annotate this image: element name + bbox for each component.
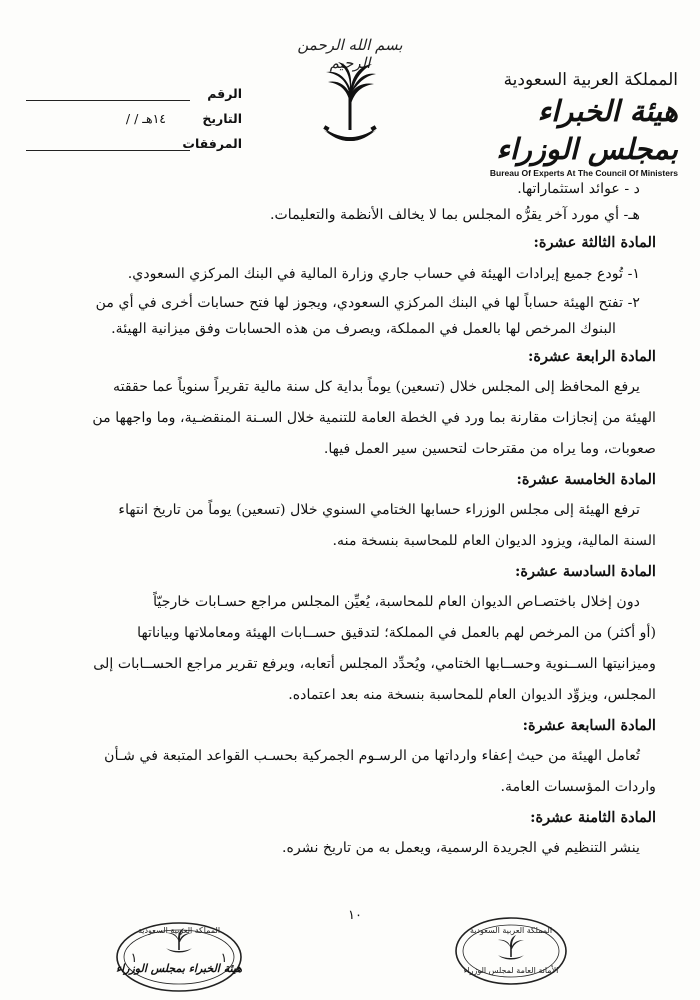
article-16-line-2: (أو أكثر) من المرخص لهم بالعمل في المملكة؛ لتدقيق حســابات الهيئة ومعاملاتها وبياناتها <box>137 625 656 641</box>
article-16-title: المادة السادسة عشرة: <box>514 563 656 580</box>
country-name: المملكة العربية السعودية <box>503 70 678 90</box>
article-15-title: المادة الخامسة عشرة: <box>516 471 656 488</box>
basmala: بسم الله الرحمن الرحيم <box>297 36 403 72</box>
number-row <box>22 76 242 101</box>
number-label: الرقم <box>207 86 242 101</box>
left-seal-number: ١ <box>130 951 138 966</box>
article-18-line-1: ينشر التنظيم في الجريدة الرسمية، ويعمل به من تاريخ نشره. <box>282 840 640 856</box>
palm-swords-emblem-icon <box>318 60 382 152</box>
organization-block <box>438 70 678 178</box>
organization-name-en: Bureau Of Experts At The Council Of Ministers <box>489 168 678 178</box>
left-seal-number-right: ١ <box>220 951 228 966</box>
article-13-clause-2-line-2: البنوك المرخص لها بالعمل في المملكة، ويصرف من هذه الحسابات وفق ميزانية الهيئة. <box>111 321 616 337</box>
page-number: ١٠ <box>348 908 362 923</box>
right-seal-bottom-text: الأمانة العامة لمجلس الوزراء <box>463 966 559 975</box>
article-14-title: المادة الرابعة عشرة: <box>527 348 656 365</box>
left-seal-name: هيئة الخبراء بمجلس الوزراء <box>115 962 243 975</box>
article-16-line-3: وميزانيتها الســنوية وحســابها الختامي، ويُحدِّد المجلس أتعابه، ويرفع تقرير مراجع الحســابات إلى <box>93 656 656 672</box>
attachments-row <box>22 126 242 151</box>
organization-name: هيئة الخبراء بمجلس الوزراء <box>496 94 678 166</box>
article-14-line-1: يرفع المحافظ إلى المجلس خلال (تسعين) يوماً بداية كل سنة مالية تقريراً سنوياً عما حققته <box>112 379 640 395</box>
reference-block <box>22 76 242 151</box>
bureau-seal-icon <box>114 920 244 994</box>
article-17-title: المادة السابعة عشرة: <box>522 717 656 734</box>
article-13-clause-2-line-1: ٢- تفتح الهيئة حساباً لها في البنك المركزي السعودي، ويجوز لها فتح حسابات أخرى في أي من <box>95 295 640 311</box>
article-14-line-2: الهيئة من إنجازات مقارنة بما ورد في الخطة العامة للتنمية خلال السـنة المنقضـية، وما واجهها من <box>92 410 656 426</box>
article-16-line-1: دون إخلال باختصـاص الديوان العام للمحاسبة، يُعيِّن المجلس مراجع حسـابات خارجيّاً <box>153 594 640 610</box>
attachments-line <box>26 140 190 151</box>
attachments-label: المرفقات <box>182 136 242 151</box>
date-value: / / ١٤هـ <box>125 111 166 126</box>
article-15-line-1: ترفع الهيئة إلى مجلس الوزراء حسابها الختامي السنوي خلال (تسعين) يوماً من تاريخ انتهاء <box>118 502 640 518</box>
document-body <box>42 176 656 864</box>
right-seal-top-text: المملكة العربية السعودية <box>469 926 553 935</box>
article-18-title: المادة الثامنة عشرة: <box>530 809 656 826</box>
left-seal-top-text: المملكة العربية السعودية <box>137 926 221 935</box>
article-14-line-3: صعوبات، وما يراه من مقترحات لتحسين سير العمل فيها. <box>323 441 656 457</box>
council-seal-icon <box>453 915 569 987</box>
article-15-line-2: السنة المالية، ويزود الديوان العام للمحاسبة بنسخة منه. <box>332 533 656 549</box>
date-row <box>22 101 242 126</box>
article-16-line-4: المجلس، ويزوِّد الديوان العام للمحاسبة بنسخة منه بعد اعتماده. <box>288 687 656 703</box>
item-d: د - عوائد استثماراتها. <box>517 181 640 197</box>
article-17-line-2: واردات المؤسسات العامة. <box>500 779 656 795</box>
date-label: التاريخ <box>202 111 242 126</box>
article-17-line-1: تُعامل الهيئة من حيث إعفاء وارداتها من الرسـوم الجمركية بحسـب القواعد المتبعة في شـأن <box>104 748 640 764</box>
article-13-clause-1: ١- تُودع جميع إيرادات الهيئة في حساب جاري وزارة المالية في البنك المركزي السعودي. <box>127 266 640 282</box>
number-line <box>26 90 190 101</box>
article-13-title: المادة الثالثة عشرة: <box>533 234 656 251</box>
item-h: هـ- أي مورد آخر يقرُّه المجلس بما لا يخالف الأنظمة والتعليمات. <box>269 207 640 223</box>
